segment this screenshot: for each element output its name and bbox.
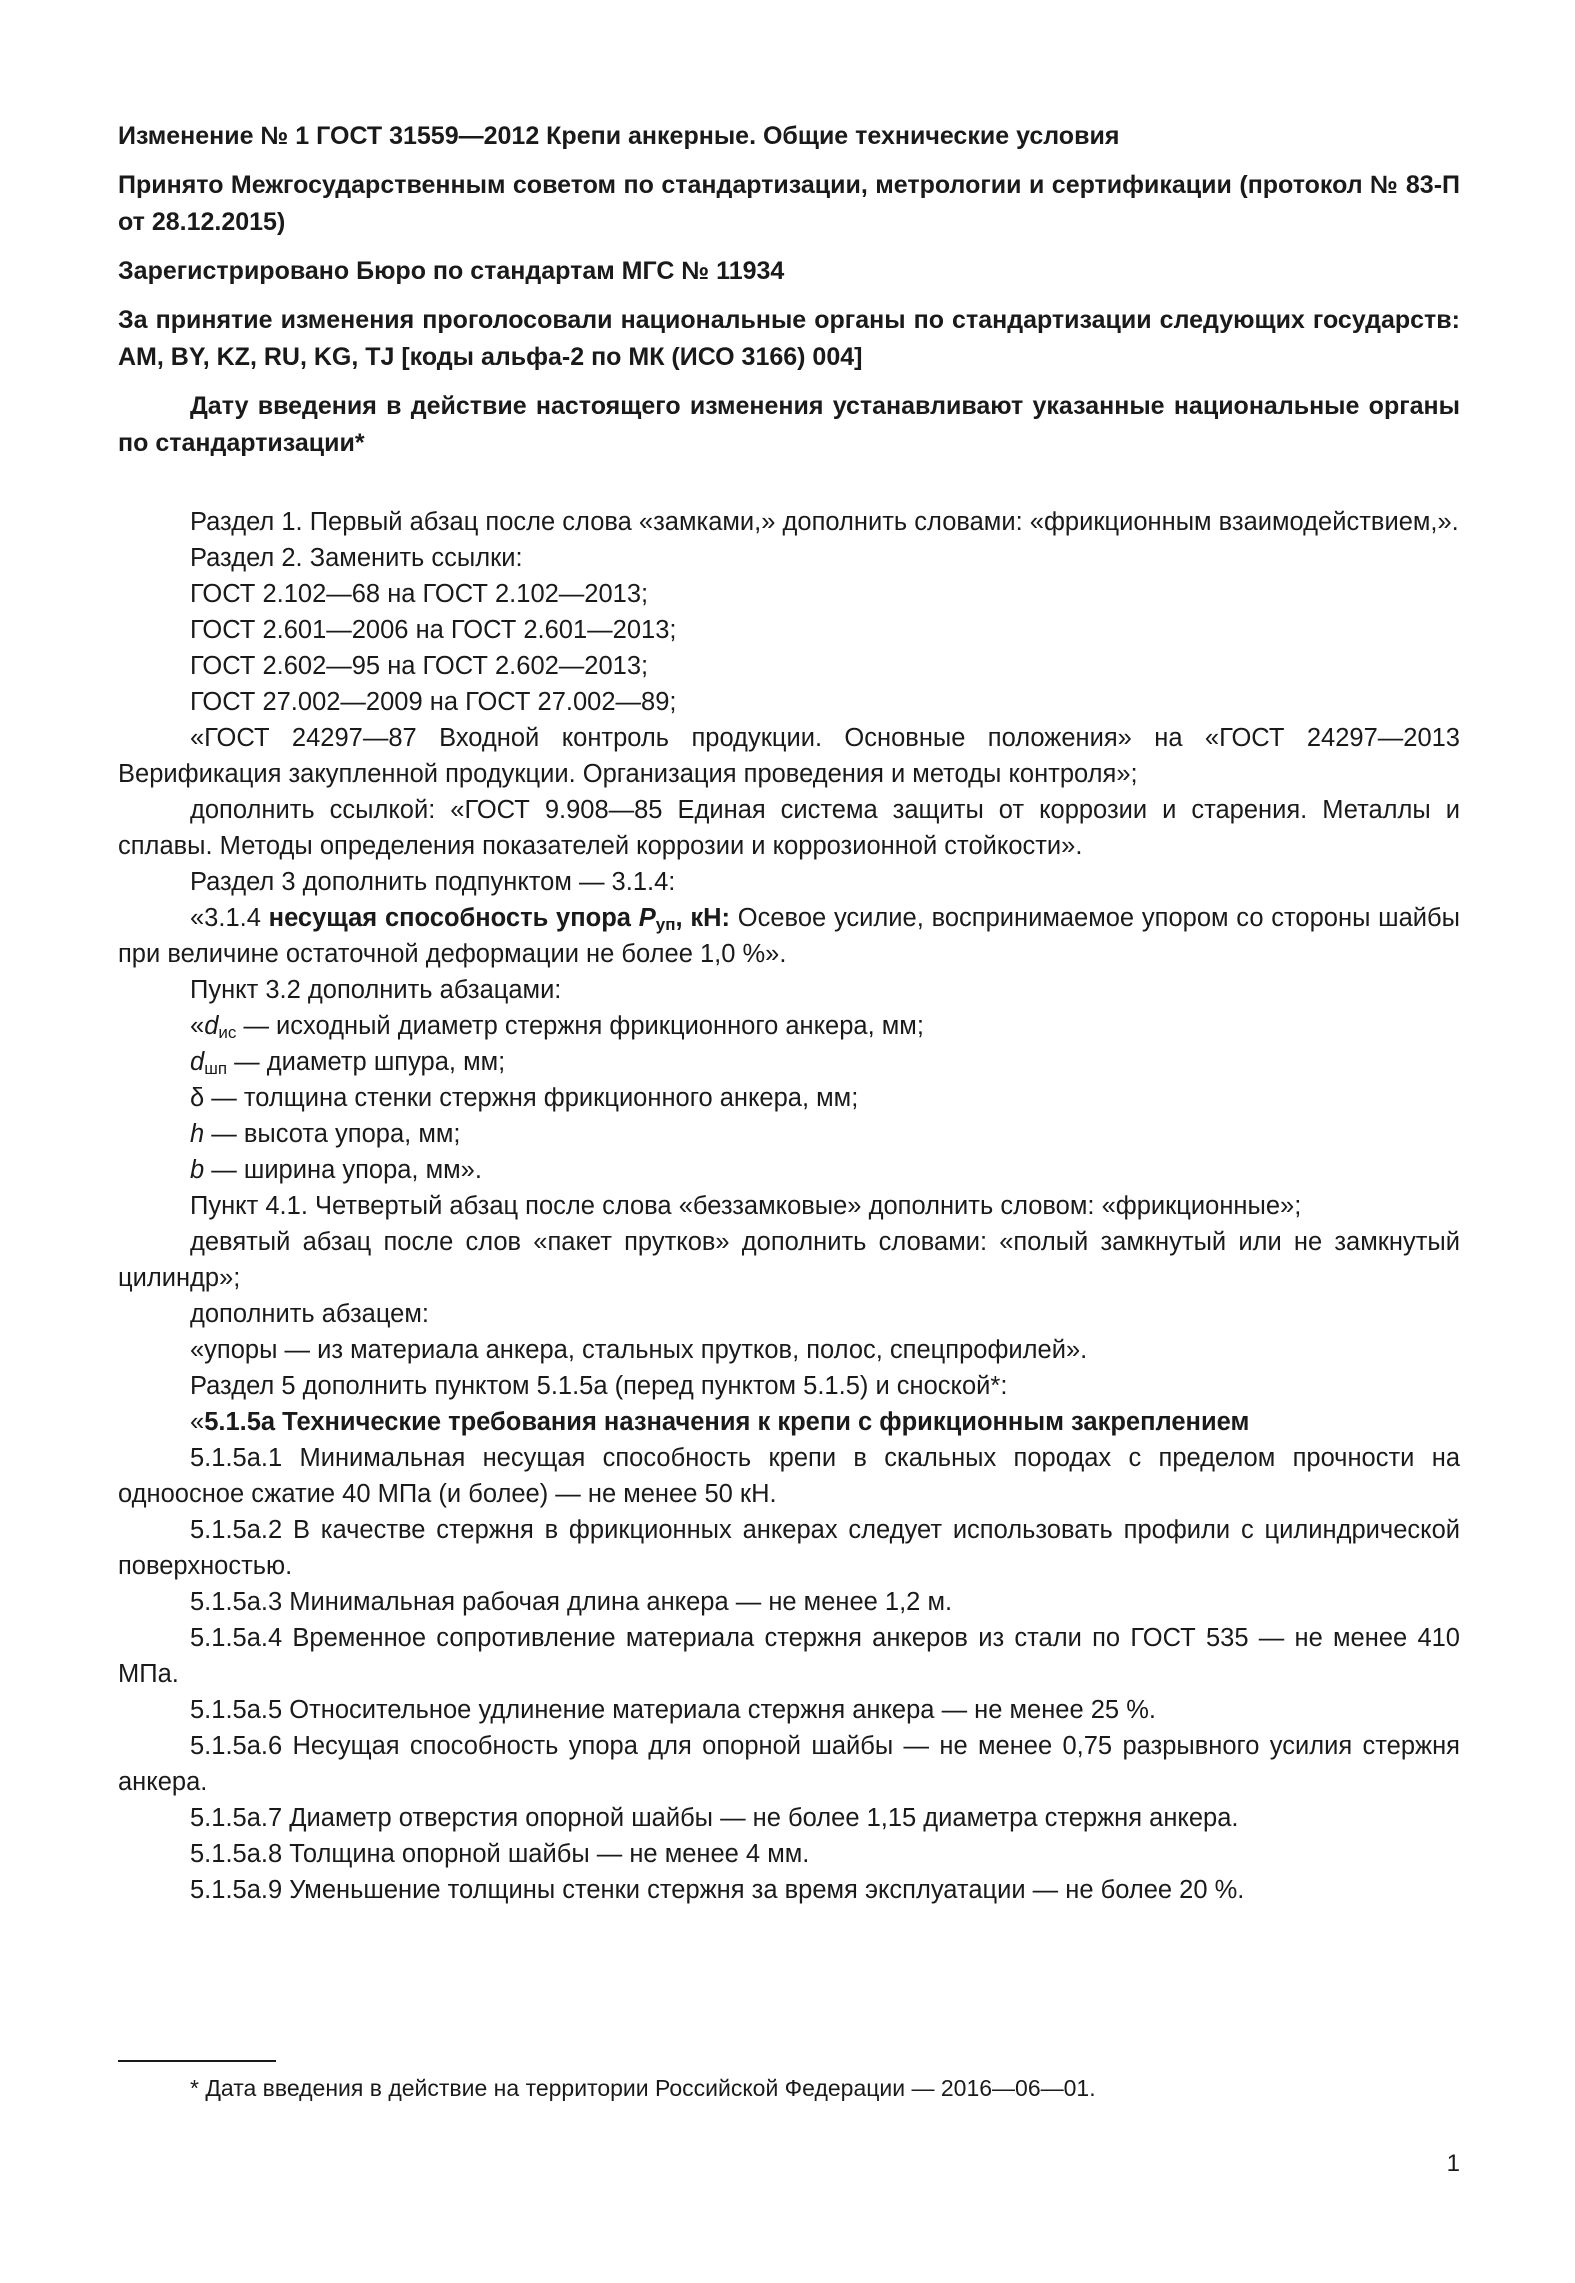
paragraph-section-1: Раздел 1. Первый абзац после слова «замками,» дополнить словами: «фрикционным взаимодействием,». [190, 508, 1459, 536]
voting-statement: За принятие изменения проголосовали национальные органы по стандартизации следующих государств: AM, BY, KZ, RU, KG, TJ [коды альфа-2 по МК (ИСО 3166) 004] [118, 306, 1460, 371]
effective-date-statement: Дату введения в действие настоящего изменения устанавливают указанные национальные органы по стандартизации* [118, 392, 1460, 457]
requirement-item: 5.1.5а.6 Несущая способность упора для опорной шайбы — не менее 0,75 разрывного усилия стержня анкера. [118, 1732, 1460, 1796]
definition-3-1-4: «3.1.4 несущая способность упора $P_{уп}$, кН: Осевое усилие, воспринимаемое упором со стороны шайбы при величине остаточной деформации не более 1,0 %». [118, 904, 1460, 968]
requirement-item: 5.1.5а.2 В качестве стержня в фрикционных анкерах следует использовать профили с цилиндрической поверхностью. [118, 1516, 1460, 1580]
paragraph-section-5: Раздел 5 дополнить пунктом 5.1.5а (перед пунктом 5.1.5) и сноской*: [190, 1372, 1008, 1400]
footnote: * Дата введения в действие на территории Российской Федерации — 2016—06—01. [190, 2075, 1096, 2101]
definition-term: несущая способность упора [268, 904, 639, 932]
symbol-definition: δ — толщина стенки стержня фрикционного анкера, мм; [190, 1084, 859, 1112]
page-content [118, 118, 1460, 1908]
paragraph-point-3-2: Пункт 3.2 дополнить абзацами: [190, 976, 562, 1004]
paragraph-section-3: Раздел 3 дополнить подпунктом — 3.1.4: [190, 868, 676, 896]
paragraph-point-4-1: Пункт 4.1. Четвертый абзац после слова «беззамковые» дополнить словом: «фрикционные»; [190, 1192, 1302, 1220]
amendment-body [118, 504, 1460, 1908]
requirement-item: 5.1.5а.4 Временное сопротивление материала стержня анкеров из стали по ГОСТ 535 — не менее 410 МПа. [118, 1624, 1460, 1688]
amendment-title: Изменение № 1 ГОСТ 31559—2012 Крепи анкерные. Общие технические условия [118, 122, 1120, 150]
reference-addition: дополнить ссылкой: «ГОСТ 9.908—85 Единая система защиты от коррозии и старения. Металлы и сплавы. Методы определения показателей коррозии и коррозионной стойкости». [118, 796, 1460, 860]
paragraph-section-2: Раздел 2. Заменить ссылки: [190, 544, 523, 572]
symbol-p: P [638, 904, 656, 932]
symbol-definition: h — высота упора, мм; [190, 1120, 461, 1148]
reference-line: ГОСТ 27.002—2009 на ГОСТ 27.002—89; [190, 688, 677, 716]
requirement-item: 5.1.5а.7 Диаметр отверстия опорной шайбы — не более 1,15 диаметра стержня анкера. [190, 1804, 1239, 1832]
symbol-definition: $d_{шп}$ — диаметр шпура, мм; [190, 1048, 506, 1078]
requirement-item: 5.1.5а.3 Минимальная рабочая длина анкера — не менее 1,2 м. [190, 1588, 953, 1616]
requirement-item: 5.1.5а.9 Уменьшение толщины стенки стержня за время эксплуатации — не более 20 %. [190, 1876, 1245, 1904]
symbol-definition: b — ширина упора, мм». [190, 1156, 482, 1184]
requirement-item: 5.1.5а.1 Минимальная несущая способность крепи в скальных породах с пределом прочности на одноосное сжатие 40 МПа (и более) — не менее 50 кН. [118, 1444, 1460, 1508]
page-number: 1 [1446, 2150, 1460, 2177]
paragraph: девятый абзац после слов «пакет прутков» дополнить словами: «полый замкнутый или не замкнутый цилиндр»; [118, 1228, 1460, 1292]
subsection-heading-5-1-5a: «5.1.5а Технические требования назначения к крепи с фрикционным закреплением [190, 1408, 1250, 1436]
reference-line: ГОСТ 2.102—68 на ГОСТ 2.102—2013; [190, 580, 649, 608]
paragraph: «упоры — из материала анкера, стальных прутков, полос, спецпрофилей». [190, 1336, 1088, 1364]
footnote-divider [118, 2060, 276, 2062]
symbol-definition: «$d_{ис}$ — исходный диаметр стержня фрикционного анкера, мм; [190, 1012, 924, 1042]
paragraph: дополнить абзацем: [190, 1300, 429, 1328]
reference-line: ГОСТ 2.601—2006 на ГОСТ 2.601—2013; [190, 616, 677, 644]
reference-line: ГОСТ 2.602—95 на ГОСТ 2.602—2013; [190, 652, 649, 680]
requirement-item: 5.1.5а.5 Относительное удлинение материала стержня анкера — не менее 25 %. [190, 1696, 1156, 1724]
registration-statement: Зарегистрировано Бюро по стандартам МГС № 11934 [118, 257, 785, 285]
adopted-statement: Принято Межгосударственным советом по стандартизации, метрологии и сертификации (протокол № 83-П от 28.12.2015) [118, 171, 1460, 236]
requirement-item: 5.1.5а.8 Толщина опорной шайбы — не менее 4 мм. [190, 1840, 810, 1868]
reference-replacement: «ГОСТ 24297—87 Входной контроль продукции. Основные положения» на «ГОСТ 24297—2013 Верификация закупленной продукции. Организация проведения и методы контроля»; [118, 724, 1460, 788]
